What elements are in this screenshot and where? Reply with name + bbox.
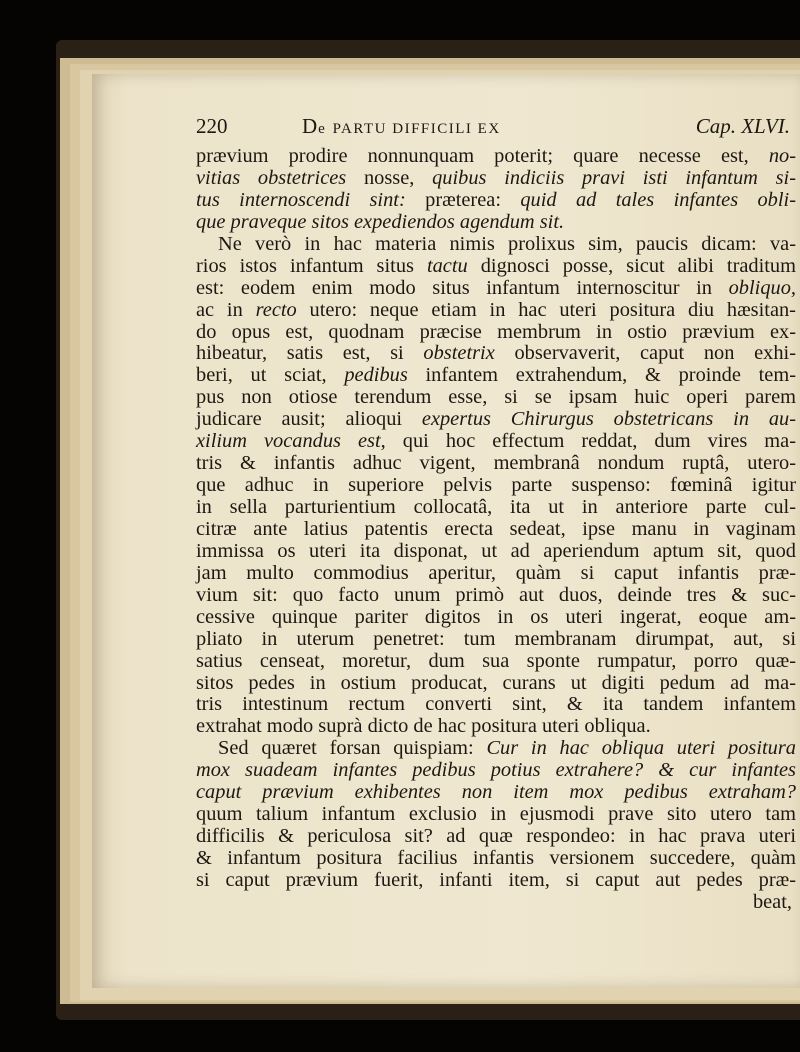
text-line: sitos pedes in ostium producat, curans ut digiti pedum ad ma-: [196, 671, 796, 694]
text-line: satius censeat, moretur, dum sua sponte rumpatur, porro quæ-: [196, 649, 796, 672]
text-line: do opus est, quodnam præcise membrum in ostio prævium ex-: [196, 320, 796, 343]
catchword: beat,: [752, 890, 792, 913]
page-number: 220: [196, 114, 228, 138]
body-text: [196, 146, 796, 914]
text-line: difficilis & periculosa sit? ad quæ respondeo: in hac prava uteri: [196, 825, 796, 848]
text-line: citræ ante latius patentis erecta sedeat, ipse manu in vaginam: [196, 517, 796, 540]
text-line: que adhuc in superiore pelvis parte suspenso: fœminâ igitur: [196, 474, 796, 497]
text-line: si caput prævium fuerit, infanti item, si caput aut pedes præ-: [196, 868, 796, 891]
text-line: pus non otiose terendum esse, si se ipsam huic operi parem: [196, 386, 796, 409]
text-line: que praveque sitos expediendos agendum sit.: [196, 210, 565, 233]
text-line: vium sit: quo facto unum primò aut duos, deinde tres & suc-: [196, 583, 796, 606]
text-line: tris intestinum rectum converti sint, & ita tandem infantem: [196, 693, 796, 716]
chapter-label: Cap. XLVI.: [695, 114, 790, 138]
text-line: extrahat modo suprà dicto de hac positura uteri obliqua.: [196, 715, 651, 738]
text-line: cessive quinque pariter digitos in os uteri ingerat, eoque am-: [196, 605, 796, 628]
text-line: tris & infantis adhuc vigent, membranâ nondum ruptâ, utero-: [196, 452, 796, 475]
text-line: Ne verò in hac materia nimis prolixus sim, paucis dicam: va-: [218, 232, 796, 255]
text-line: rios istos infantum situs tactu dignosci posse, sicut alibi traditum: [196, 254, 796, 277]
text-line: hibeatur, satis est, si obstetrix observaverit, caput non exhi-: [196, 342, 796, 365]
text-line: xilium vocandus est, qui hoc effectum reddat, dum vires ma-: [196, 430, 797, 453]
text-line: quum talium infantum exclusio in ejusmodi prave sito utero tam: [196, 803, 796, 826]
text-line: jam multo commodius aperitur, quàm si caput infantis præ-: [196, 561, 796, 584]
text-line: immissa os uteri ita disponat, ut ad aperiendum aptum sit, quod: [196, 539, 796, 562]
running-head: [196, 114, 796, 144]
text-line: in sella parturientium collocatâ, ita ut in anteriore parte cul-: [196, 496, 796, 518]
text-line: prævium prodire nonnunquam poterit; quare necesse est, no-: [196, 145, 796, 167]
text-line: est: eodem enim modo situs infantum internoscitur in obliquo,: [196, 276, 796, 299]
text-line: caput prævium exhibentes non item mox pedibus extraham?: [196, 781, 796, 804]
text-line: Sed quæret forsan quispiam: Cur in hac obliqua uteri positura: [218, 737, 797, 760]
text-line: vitias obstetrices nosse, quibus indiciis pravi isti infantum si-: [196, 166, 796, 189]
text-line: ac in recto utero: neque etiam in hac uteri positura diu hæsitan-: [196, 298, 796, 321]
text-line: & infantum positura facilius infantis versionem succedere, quàm: [196, 847, 796, 869]
text-line: tus internoscendi sint: præterea: quid ad tales infantes obli-: [196, 188, 796, 211]
running-title: De PARTU DIFFICILI EX: [302, 114, 501, 138]
text-line: beri, ut sciat, pedibus infantem extrahendum, & proinde tem-: [196, 364, 796, 387]
text-line: judicare ausit; alioqui expertus Chirurgus obstetricans in au-: [196, 408, 796, 431]
text-line: mox suadeam infantes pedibus potius extrahere? & cur infantes: [196, 759, 796, 782]
text-line: pliato in uterum penetret: tum membranam dirumpat, aut, si: [196, 627, 796, 650]
